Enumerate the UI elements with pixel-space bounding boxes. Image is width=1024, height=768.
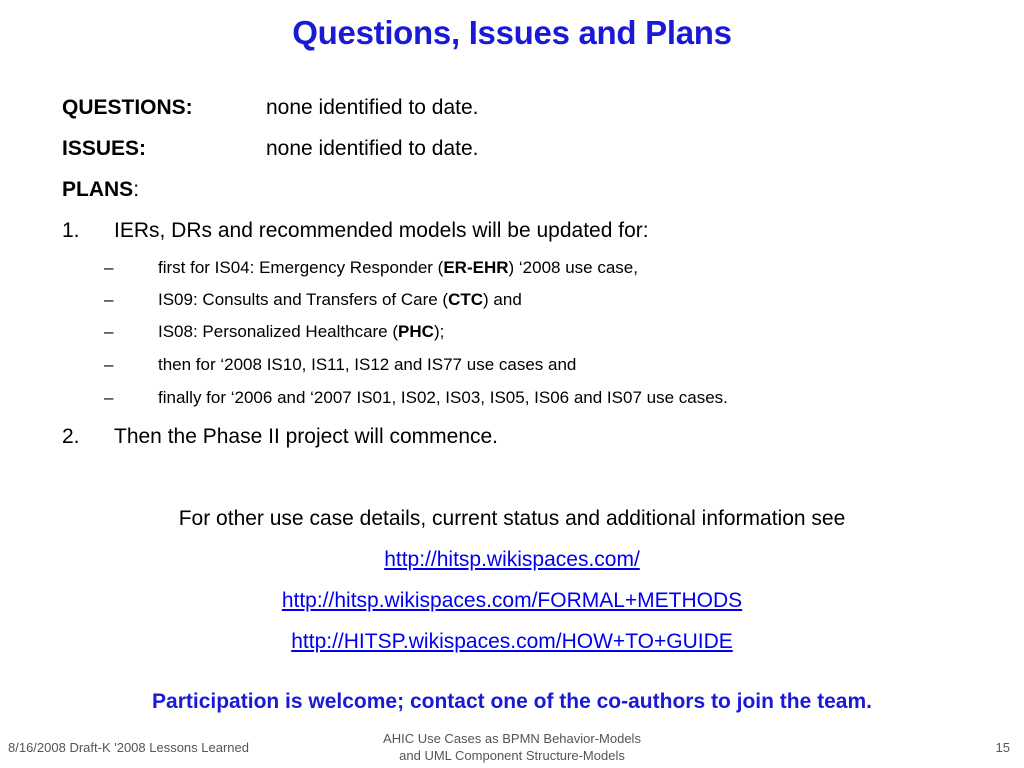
participation-note: Participation is welcome; contact one of the co-authors to join the team. — [152, 690, 872, 713]
plan-item-1-text: IERs, DRs and recommended models will be updated for: — [114, 219, 649, 242]
issues-value: none identified to date. — [266, 137, 479, 160]
link-row — [0, 587, 1024, 615]
info-line: For other use case details, current status and additional information see — [178, 507, 846, 530]
plan-item-2-number: 2. — [62, 425, 80, 448]
sub-bullet-text: finally for ‘2006 and ‘2007 IS01, IS02, IS03, IS05, IS06 and IS07 use cases. — [158, 388, 728, 407]
issues-label: ISSUES: — [62, 137, 147, 160]
footer-title-line-1: AHIC Use Cases as BPMN Behavior-Models — [383, 731, 641, 746]
sub-bullet-text: IS08: Personalized Healthcare (PHC); — [158, 322, 445, 341]
dash-bullet: – — [104, 355, 114, 374]
sub-bullet-text: first for IS04: Emergency Responder (ER-EHR) ‘2008 use case, — [158, 258, 638, 277]
link-row — [0, 546, 1024, 574]
sub-bullet-text: IS09: Consults and Transfers of Care (CTC) and — [158, 290, 522, 309]
footer-date: 8/16/2008 Draft-K '2008 Lessons Learned — [8, 740, 249, 755]
plans-label: PLANS: — [62, 178, 140, 201]
sub-bullet-text: then for ‘2008 IS10, IS11, IS12 and IS77 use cases and — [158, 355, 577, 374]
plan-item-2-text: Then the Phase II project will commence. — [114, 425, 499, 448]
questions-label: QUESTIONS: — [62, 96, 193, 119]
dash-bullet: – — [104, 322, 114, 341]
link-wikispaces[interactable]: http://hitsp.wikispaces.com/ — [384, 548, 640, 571]
page-number: 15 — [995, 740, 1010, 755]
dash-bullet: – — [104, 258, 114, 277]
footer-title — [312, 730, 712, 764]
plan-item-1-number: 1. — [62, 219, 80, 242]
link-how-to-guide[interactable]: http://HITSP.wikispaces.com/HOW+TO+GUIDE — [291, 630, 733, 653]
questions-value: none identified to date. — [266, 96, 479, 119]
slide-title: Questions, Issues and Plans — [292, 14, 732, 51]
dash-bullet: – — [104, 388, 114, 407]
link-row — [0, 628, 1024, 656]
footer-title-line-2: and UML Component Structure-Models — [399, 748, 625, 763]
dash-bullet: – — [104, 290, 114, 309]
link-formal-methods[interactable]: http://hitsp.wikispaces.com/FORMAL+METHODS — [281, 589, 743, 612]
